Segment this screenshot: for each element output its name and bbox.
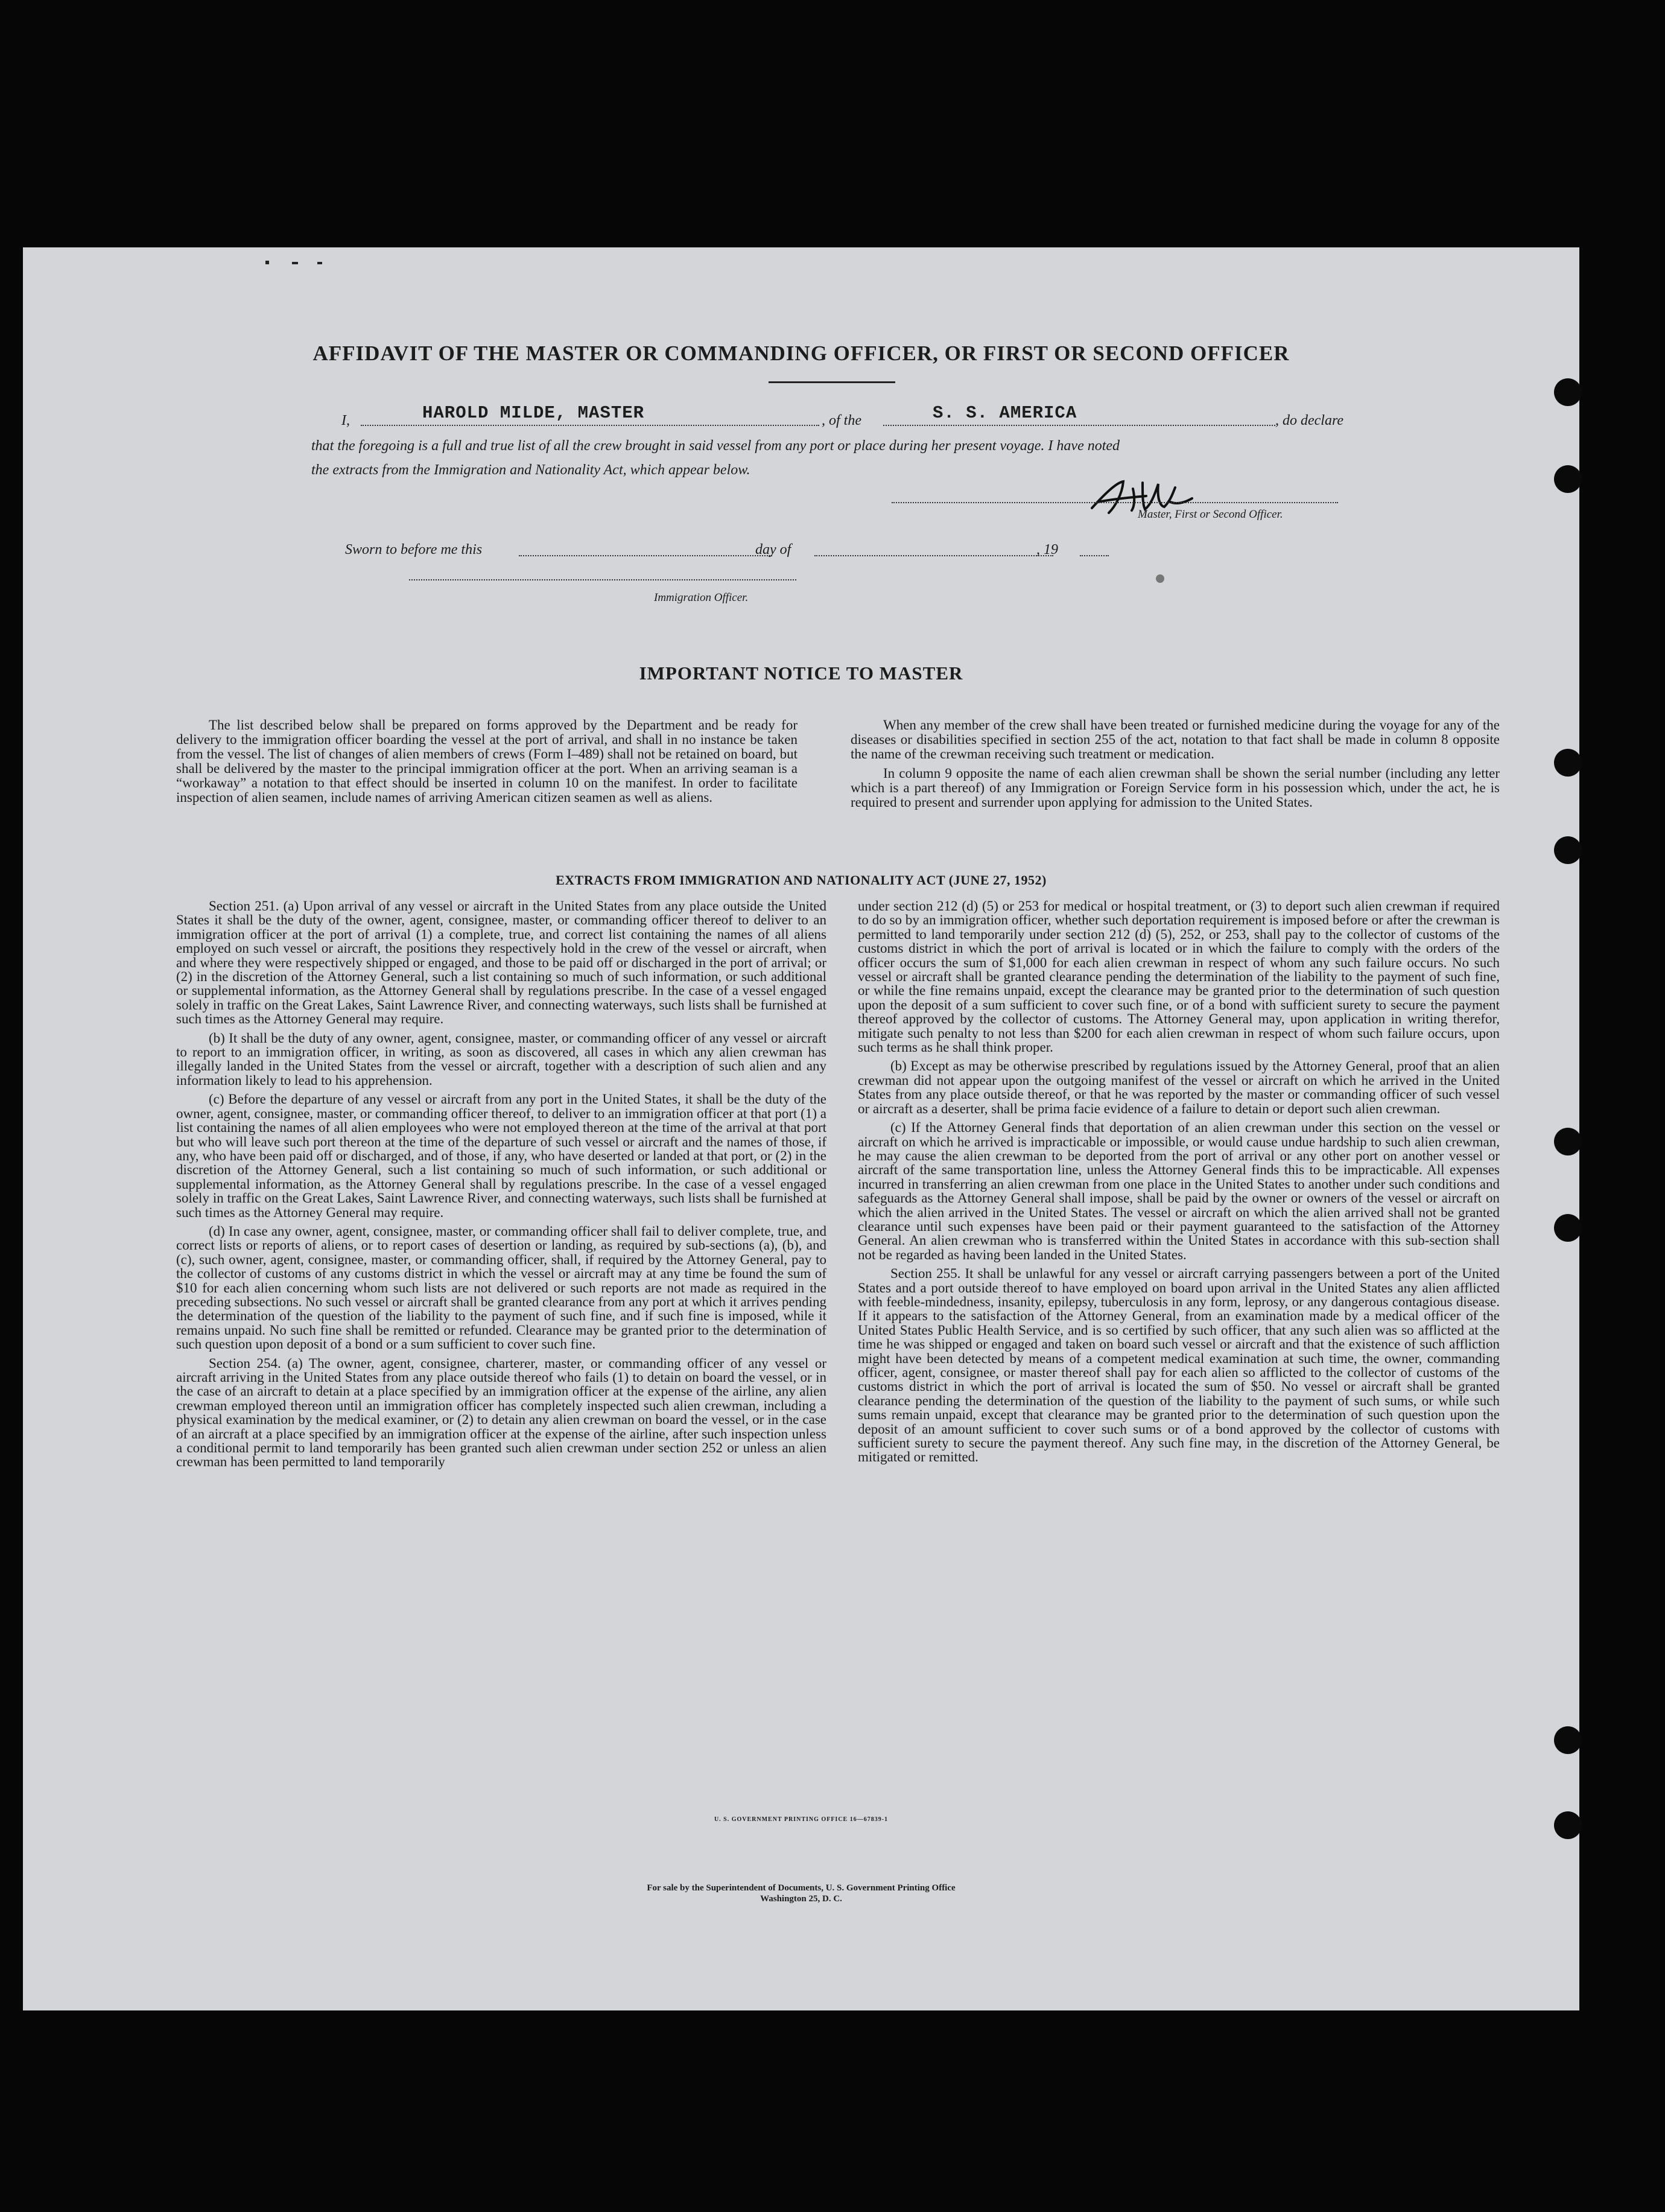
extract-paragraph: Section 255. It shall be unlawful for any vessel or aircraft carrying passengers between a port of the United States and a port outside thereof to have employed on board upon arrival in the United States any alien afflicted with feeble-mindedness, insanity, epilepsy, tuberculosis in any form, leprosy, or any dangerous contagious disease. If it appears to the satisfaction of the Attorney General, from an examination made by a medical officer of the United States Public Health Service, and is so certified by such officer, that any such alien was so afflicted at the time he was shipped or engaged and taken on board such vessel or aircraft and that the existence of such affliction might have been detected by means of a competent medical examination at such time, the owner, commanding officer, agent, consignee, or master thereof shall pay for each alien so afflicted to the collector of customs of the customs district in which the port of arrival is located the sum of $50. No vessel or aircraft shall be granted clearance pending the determination of the question of the liability to the payment of such sums, or while such sums remain unpaid, except that clearance may be granted prior to the determination of such question upon the deposit of an amount sufficient to cover such sums or of a bond approved by the collector of customs with sufficient surety to secure the payment thereof. Any such fine may, in the discretion of the Attorney General, be mitigated or remitted. [858, 1266, 1500, 1465]
notice-right-column [851, 718, 1500, 812]
extracts-right-column [858, 899, 1500, 1467]
sworn-year-field [1080, 537, 1109, 556]
binder-hole [1554, 1214, 1582, 1242]
extract-paragraph: (c) If the Attorney General finds that deportation of an alien crewman under this section on the vessel or aircraft on which he arrived is impracticable or impossible, or would cause undue hardship to such alien crewman, he may cause the alien crewman to be deported from the port of arrival or any other port on another vessel or aircraft of the same transportation line, unless the Attorney General finds this to be impracticable. All expenses incurred in transferring an alien crewman from one place in the United States to another under such conditions and safeguards as the Attorney General shall impose, shall be paid by the owner or owners of the vessel or aircraft on which the alien arrived in the United States. The vessel or aircraft on which the alien arrived shall not be granted clearance until such expenses have been paid or their payment guaranteed to the satisfaction of the Attorney General. An alien crewman who is transferred within the United States in accordance with this sub-section shall not be regarded as having been landed in the United States. [858, 1120, 1500, 1262]
binder-hole [1554, 1811, 1582, 1839]
statement-line-2: the extracts from the Immigration and Nationality Act, which appear below. [311, 462, 750, 478]
officer-signature-line [409, 573, 796, 580]
title-rule [769, 381, 895, 383]
affidavit-title: AFFIDAVIT OF THE MASTER OR COMMANDING OFFICER, OR FIRST OR SECOND OFFICER [312, 342, 1290, 365]
extract-paragraph: (c) Before the departure of any vessel or aircraft from any port in the United States, it shall be the duty of the owner, agent, consignee, master, or commanding officer thereof, to deliver to an immigration officer at that port (1) a list containing the names of all alien employees who were not employed thereon at the time of the arrival at that port but who will leave such port thereon at the time of the departure of such vessel or aircraft and the names of those, if any, who have been paid off or discharged, and of those, if any, who have deserted or landed at that port, or (2) in the discretion of the Attorney General, such a list containing so much of such information, or such additional or supplemental information, as the Attorney General shall by regulations prescribe. In the case of a vessel engaged solely in traffic on the Great Lakes, Saint Lawrence River, and connecting waterways, such lists shall be furnished at such times as the Attorney General may require. [176, 1092, 826, 1220]
day-of-label: day of [755, 542, 791, 558]
speck-mark [292, 262, 298, 264]
extract-paragraph: (b) It shall be the duty of any owner, agent, consignee, master, or commanding officer of any vessel or aircraft to report to an immigration officer, in writing, as soon as discovered, all cases in which any alien crewman has illegally landed in the United States from the vessel or aircraft, together with a description of such alien and any information likely to lead to his apprehension. [176, 1030, 826, 1088]
binder-hole [1554, 1726, 1582, 1754]
master-caption: Master, First or Second Officer. [1138, 508, 1283, 521]
notice-left-column [176, 718, 798, 807]
of-the-label: , of the [822, 413, 861, 428]
extracts-left-column [176, 899, 826, 1472]
prefix-i: I, [341, 413, 350, 428]
speck-mark [317, 262, 322, 264]
master-name-value: HAROLD MILDE, MASTER [422, 403, 645, 423]
dot-mark [1156, 574, 1164, 583]
extract-paragraph: under section 212 (d) (5) or 253 for medical or hospital treatment, or (3) to deport such alien crewman if required to do so by an immigration officer, whether such deportation requirement is imposed before or after the crewman is permitted to land temporarily under section 212 (d) (5), 252, or 253, shall pay to the collector of customs of the customs district in which the port of arrival is located or in which the failure to comply with the orders of the officer occurs the sum of $1,000 for each alien crewman in respect of whom any such failure occurs. No such vessel or aircraft shall be granted clearance pending the determination of the liability to the payment of such fine, or while the fine remains unpaid, except the clearance may be granted prior to the determination of such question upon the deposit of a sum sufficient to cover such fine, or of a bond with sufficient surety to secure the payment thereof approved by the collector of customs. The Attorney General may, upon application in writing therefor, mitigate such penalty to not less than $200 for each alien crewman in respect of whom such failure occurs, upon such terms as he shall think proper. [858, 898, 1500, 1055]
do-declare-label: , do declare [1275, 413, 1344, 428]
form-page [23, 247, 1579, 2010]
extract-paragraph: (d) In case any owner, agent, consignee, master, or commanding officer shall fail to deliver complete, true, and correct lists or reports of aliens, or to report cases of desertion or landing, as required by sub-sections (a), (b), and (c), such owner, agent, consignee, master, or commanding officer, shall, if required by the Attorney General, pay to the collector of customs of any customs district in which the vessel or aircraft may at any time be found the sum of $10 for each alien concerning whom such lists are not delivered or such reports are not made as required in the preceding subsections. No such vessel or aircraft shall be granted clearance from any port at which it arrives pending the determination of the question of the liability to the payment of such fine, and if such fine is imposed, while it remains unpaid. No such fine shall be remitted or refunded. Clearance may be granted prior to the determination of such question upon deposit of a bond or a sum sufficient to cover such fine. [176, 1223, 826, 1352]
sworn-day-field [519, 537, 772, 556]
master-signature-line [892, 496, 1338, 503]
binder-hole [1554, 378, 1582, 406]
footer-line-2: Washington 25, D. C. [760, 1894, 842, 1904]
binder-hole [1554, 465, 1582, 493]
binder-hole [1554, 749, 1582, 777]
gpo-imprint: U. S. GOVERNMENT PRINTING OFFICE 16—67839-1 [714, 1816, 889, 1823]
binder-hole [1554, 836, 1582, 864]
extract-paragraph: Section 254. (a) The owner, agent, consignee, charterer, master, or commanding officer of any vessel or aircraft arriving in the United States from any place outside thereof who fails (1) to detain on board the vessel, or in the case of an aircraft to detain at a place specified by an immigration officer at the expense of the airline, any alien crewman employed thereon until an immigration officer has completely inspected such alien crewman, including a physical examination by the medical examiner, or (2) to detain any alien crewman on board the vessel, or in the case of an aircraft at a place specified by an immigration officer at the expense of the airline, after such inspection unless a conditional permit to land temporarily has been granted such alien crewman under section 252 or unless an alien crewman has been permitted to land temporarily [176, 1355, 826, 1470]
extracts-title: EXTRACTS FROM IMMIGRATION AND NATIONALITY ACT (JUNE 27, 1952) [556, 872, 1047, 888]
notice-left-paragraph: The list described below shall be prepared on forms approved by the Department and be ready for delivery to the immigration officer boarding the vessel at the port of arrival, and shall in no instance be taken from the vessel. The list of changes of alien members of crews (Form I–489) shall not be retained on board, but shall be delivered by the master to the principal immigration officer at the port. When an arriving seaman is a “workaway” a notation to that effect should be inserted in column 10 on the manifest. In order to facilitate inspection of alien seamen, include names of arriving American citizen seamen as well as aliens. [176, 717, 798, 805]
sworn-month-field [814, 537, 1053, 556]
sale-footer [23, 1883, 1579, 1904]
extract-paragraph: Section 251. (a) Upon arrival of any vessel or aircraft in the United States from any place outside the United States it shall be the duty of the owner, agent, consignee, master, or commanding officer thereof to deliver to an immigration officer at the port of arrival (1) a complete, true, and correct list containing the names of all aliens employed on such vessel or aircraft, the positions they respectively hold in the crew of the vessel or aircraft, when and where they were respectively shipped or engaged, and those to be paid off or discharged in the port of arrival; or (2) in the discretion of the Attorney General, such a list containing so much of such information, or such additional or supplemental information, as the Attorney General shall by regulations prescribe. In the case of a vessel engaged solely in traffic on the Great Lakes, Saint Lawrence River, and connecting waterways, such lists shall be furnished at such times as the Attorney General may require. [176, 898, 826, 1027]
year-label: , 19 [1036, 542, 1058, 558]
speck-mark [265, 261, 269, 264]
notice-title: IMPORTANT NOTICE TO MASTER [639, 663, 963, 684]
officer-caption: Immigration Officer. [654, 591, 749, 604]
notice-right-paragraph-2: In column 9 opposite the name of each alien crewman shall be shown the serial number (including any letter which is a part thereof) of any Immigration or Foreign Service form in his possession which, under the act, he is required to present and surrender upon applying for admission to the United States. [851, 765, 1500, 810]
extract-paragraph: (b) Except as may be otherwise prescribed by regulations issued by the Attorney General, proof that an alien crewman did not appear upon the outgoing manifest of the vessel or aircraft on which he arrived in the United States from any place outside thereof, or that he was reported by the master or commanding officer of such vessel or aircraft as a deserter, shall be prima facie evidence of a failure to detain or deport such alien crewman. [858, 1058, 1500, 1116]
notice-right-paragraph-1: When any member of the crew shall have been treated or furnished medicine during the voyage for any of the diseases or disabilities specified in section 255 of the act, notation to that fact shall be made in column 8 opposite the name of the crewman receiving such treatment or medication. [851, 717, 1500, 761]
statement-line-1: that the foregoing is a full and true list of all the crew brought in said vessel from any port or place during her present voyage. I have noted [311, 438, 1120, 454]
footer-line-1: For sale by the Superintendent of Documents, U. S. Government Printing Office [647, 1883, 956, 1893]
sworn-label: Sworn to before me this [345, 542, 483, 558]
vessel-name-value: S. S. AMERICA [933, 403, 1077, 423]
binder-hole [1554, 1128, 1582, 1155]
